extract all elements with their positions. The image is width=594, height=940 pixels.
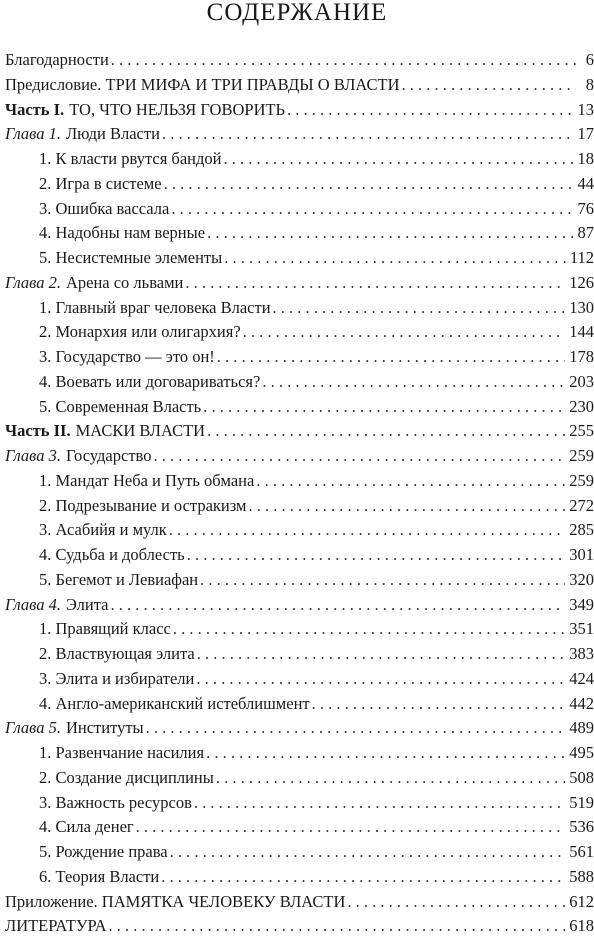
toc-entry-label: МАСКИ ВЛАСТИ xyxy=(75,421,206,441)
table-of-contents xyxy=(5,48,594,939)
toc-entry xyxy=(5,271,594,296)
toc-entry-page-number: 126 xyxy=(569,272,594,292)
toc-entry-page-number: 178 xyxy=(569,347,594,366)
dot-leader xyxy=(136,815,566,840)
toc-entry-page-number: 87 xyxy=(577,223,594,243)
dot-leader xyxy=(347,890,565,915)
dot-leader xyxy=(162,122,574,147)
toc-entry-label: 2. Властвующая элита xyxy=(39,644,195,663)
toc-subentry xyxy=(5,568,594,593)
dot-leader xyxy=(197,642,566,667)
toc-entry-label: Люди Власти xyxy=(65,124,160,144)
toc-entry xyxy=(5,48,594,73)
toc-entry-page-number: 320 xyxy=(569,569,594,589)
toc-entry-label: ТО, ЧТО НЕЛЬЗЯ ГОВОРИТЬ xyxy=(69,99,286,119)
dot-leader xyxy=(287,98,573,123)
toc-subentry xyxy=(5,865,594,890)
toc-entry-prefix: Глава 2. xyxy=(5,272,61,292)
toc-entry-label: 4. Сила денег xyxy=(39,817,134,837)
dot-leader xyxy=(207,419,565,444)
toc-entry-page-number: 383 xyxy=(569,644,594,663)
toc-subentry xyxy=(5,692,594,717)
toc-entry-prefix: Глава 5. xyxy=(5,718,61,738)
toc-entry-label: 3. Важность ресурсов xyxy=(39,792,192,812)
toc-entry xyxy=(5,716,594,741)
toc-entry-page-number: 8 xyxy=(585,74,594,94)
toc-entry-prefix: Часть II. xyxy=(5,421,71,441)
dot-leader xyxy=(207,221,573,246)
toc-entry-page-number: 13 xyxy=(577,99,594,119)
dot-leader xyxy=(206,741,565,766)
toc-entry xyxy=(5,98,594,123)
toc-entry-page-number: 442 xyxy=(569,693,594,713)
toc-entry-label: 4. Судьба и доблесть xyxy=(39,545,185,564)
toc-entry xyxy=(5,73,594,98)
toc-entry-page-number: 489 xyxy=(569,718,594,738)
toc-entry-page-number: 259 xyxy=(569,446,594,465)
toc-subentry xyxy=(5,617,594,642)
toc-entry-page-number: 536 xyxy=(569,817,594,837)
dot-leader xyxy=(111,48,576,73)
dot-leader xyxy=(109,914,566,939)
dot-leader xyxy=(217,345,565,370)
toc-entry-label: 2. Игра в системе xyxy=(39,173,162,193)
dot-leader xyxy=(146,716,566,741)
toc-entry-label: 3. Элита и избиратели xyxy=(39,668,195,688)
toc-subentry xyxy=(5,791,594,816)
toc-subentry xyxy=(5,345,594,370)
toc-subentry xyxy=(5,543,594,568)
toc-entry-label: 6. Теория Власти xyxy=(39,866,160,886)
toc-entry-prefix: Глава 3. xyxy=(5,446,61,465)
dot-leader xyxy=(153,444,565,469)
page-title: СОДЕРЖАНИЕ xyxy=(206,0,388,26)
dot-leader xyxy=(161,865,565,890)
toc-entry-page-number: 112 xyxy=(569,248,594,267)
toc-entry-label: 1. Развенчание насилия xyxy=(39,743,205,762)
dot-leader xyxy=(173,617,565,642)
toc-entry-page-number: 349 xyxy=(569,594,594,614)
toc-subentry xyxy=(5,815,594,840)
toc-entry-page-number: 612 xyxy=(569,891,594,911)
toc-entry-page-number: 255 xyxy=(569,421,594,441)
toc-subentry xyxy=(5,246,594,271)
dot-leader xyxy=(196,667,565,692)
toc-entry-label: Государство xyxy=(65,446,152,465)
toc-entry xyxy=(5,890,594,915)
toc-entry-page-number: 130 xyxy=(569,297,594,317)
toc-entry xyxy=(5,593,594,618)
toc-entry-label: 3. Асабийя и мулк xyxy=(39,520,167,540)
toc-entry-page-number: 203 xyxy=(569,371,594,391)
toc-entry-page-number: 17 xyxy=(577,124,594,144)
toc-entry-page-number: 301 xyxy=(569,545,594,564)
dot-leader xyxy=(262,370,565,395)
dot-leader xyxy=(171,197,573,222)
toc-entry-label: 2. Монархия или олигархия? xyxy=(39,322,241,342)
toc-entry-page-number: 618 xyxy=(569,916,594,936)
toc-entry-page-number: 519 xyxy=(569,792,594,812)
toc-entry-page-number: 44 xyxy=(577,173,594,193)
dot-leader xyxy=(200,568,565,593)
toc-entry-label: 2. Создание дисциплины xyxy=(39,767,214,787)
toc-entry-label: 2. Подрезывание и остракизм xyxy=(39,495,247,515)
toc-entry-label: Институты xyxy=(65,718,144,738)
toc-entry-page-number: 76 xyxy=(577,198,594,218)
toc-subentry xyxy=(5,469,594,494)
toc-entry-page-number: 561 xyxy=(569,842,594,861)
toc-entry-label: 4. Англо-американский истеблишмент xyxy=(39,693,310,713)
dot-leader xyxy=(402,73,576,98)
toc-subentry xyxy=(5,518,594,543)
dot-leader xyxy=(185,271,565,296)
toc-entry-page-number: 424 xyxy=(569,668,594,688)
dot-leader xyxy=(256,469,565,494)
dot-leader xyxy=(243,320,566,345)
toc-entry-page-number: 18 xyxy=(577,149,594,168)
dot-leader xyxy=(203,395,565,420)
toc-entry-label: Приложение. ПАМЯТКА ЧЕЛОВЕКУ ВЛАСТИ xyxy=(5,891,346,911)
dot-leader xyxy=(223,147,573,172)
dot-leader xyxy=(194,791,565,816)
toc-entry-page-number: 588 xyxy=(569,866,594,886)
toc-entry-page-number: 285 xyxy=(569,520,594,540)
toc-entry-page-number: 259 xyxy=(569,470,594,490)
dot-leader xyxy=(216,766,565,791)
toc-entry-label: 3. Государство — это он! xyxy=(39,347,215,366)
toc-entry xyxy=(5,122,594,147)
toc-entry-prefix: Глава 4. xyxy=(5,594,61,614)
dot-leader xyxy=(248,494,565,519)
toc-subentry xyxy=(5,667,594,692)
toc-entry xyxy=(5,444,594,469)
dot-leader xyxy=(187,543,566,568)
toc-entry-label: Арена со львами xyxy=(65,272,184,292)
dot-leader xyxy=(312,692,566,717)
toc-entry-label: 4. Надобны нам верные xyxy=(39,223,206,243)
dot-leader xyxy=(110,593,565,618)
dot-leader xyxy=(169,518,565,543)
toc-entry-label: Элита xyxy=(65,594,109,614)
toc-entry-label: 1. К власти рвутся бандой xyxy=(39,149,222,168)
toc-subentry xyxy=(5,172,594,197)
toc-entry-label: 3. Ошибка вассала xyxy=(39,198,170,218)
toc-entry-prefix: Глава 1. xyxy=(5,124,61,144)
toc-entry-label: Благодарности xyxy=(5,50,109,69)
toc-subentry xyxy=(5,741,594,766)
toc-subentry xyxy=(5,296,594,321)
toc-entry-label: ЛИТЕРАТУРА xyxy=(5,916,107,936)
toc-entry-label: 1. Мандат Неба и Путь обмана xyxy=(39,470,255,490)
toc-entry xyxy=(5,914,594,939)
toc-entry-label: 5. Современная Власть xyxy=(39,396,202,416)
dot-leader xyxy=(224,246,566,271)
toc-subentry xyxy=(5,221,594,246)
toc-subentry xyxy=(5,494,594,519)
toc-entry-page-number: 351 xyxy=(569,619,594,639)
dot-leader xyxy=(273,296,566,321)
toc-subentry xyxy=(5,395,594,420)
dot-leader xyxy=(164,172,574,197)
toc-entry-label: 4. Воевать или договариваться? xyxy=(39,371,261,391)
toc-subentry xyxy=(5,642,594,667)
toc-entry-page-number: 508 xyxy=(569,767,594,787)
toc-entry-label: 5. Несистемные элементы xyxy=(39,248,223,267)
toc-subentry xyxy=(5,840,594,865)
toc-subentry xyxy=(5,370,594,395)
toc-entry-label: 1. Главный враг человека Власти xyxy=(39,297,271,317)
toc-entry-page-number: 230 xyxy=(569,396,594,416)
toc-entry-label: 5. Рождение права xyxy=(39,842,168,861)
toc-entry-page-number: 144 xyxy=(569,322,594,342)
toc-subentry xyxy=(5,147,594,172)
toc-subentry xyxy=(5,766,594,791)
toc-entry-label: Предисловие. ТРИ МИФА И ТРИ ПРАВДЫ О ВЛАСТИ xyxy=(5,74,400,94)
toc-entry-label: 1. Правящий класс xyxy=(39,619,171,639)
toc-subentry xyxy=(5,197,594,222)
toc-entry-page-number: 272 xyxy=(569,495,594,515)
toc-entry-page-number: 6 xyxy=(585,50,594,69)
toc-entry xyxy=(5,419,594,444)
dot-leader xyxy=(170,840,566,865)
toc-entry-page-number: 495 xyxy=(569,743,594,762)
toc-entry-label: 5. Бегемот и Левиафан xyxy=(39,569,199,589)
toc-entry-prefix: Часть I. xyxy=(5,99,65,119)
toc-subentry xyxy=(5,320,594,345)
